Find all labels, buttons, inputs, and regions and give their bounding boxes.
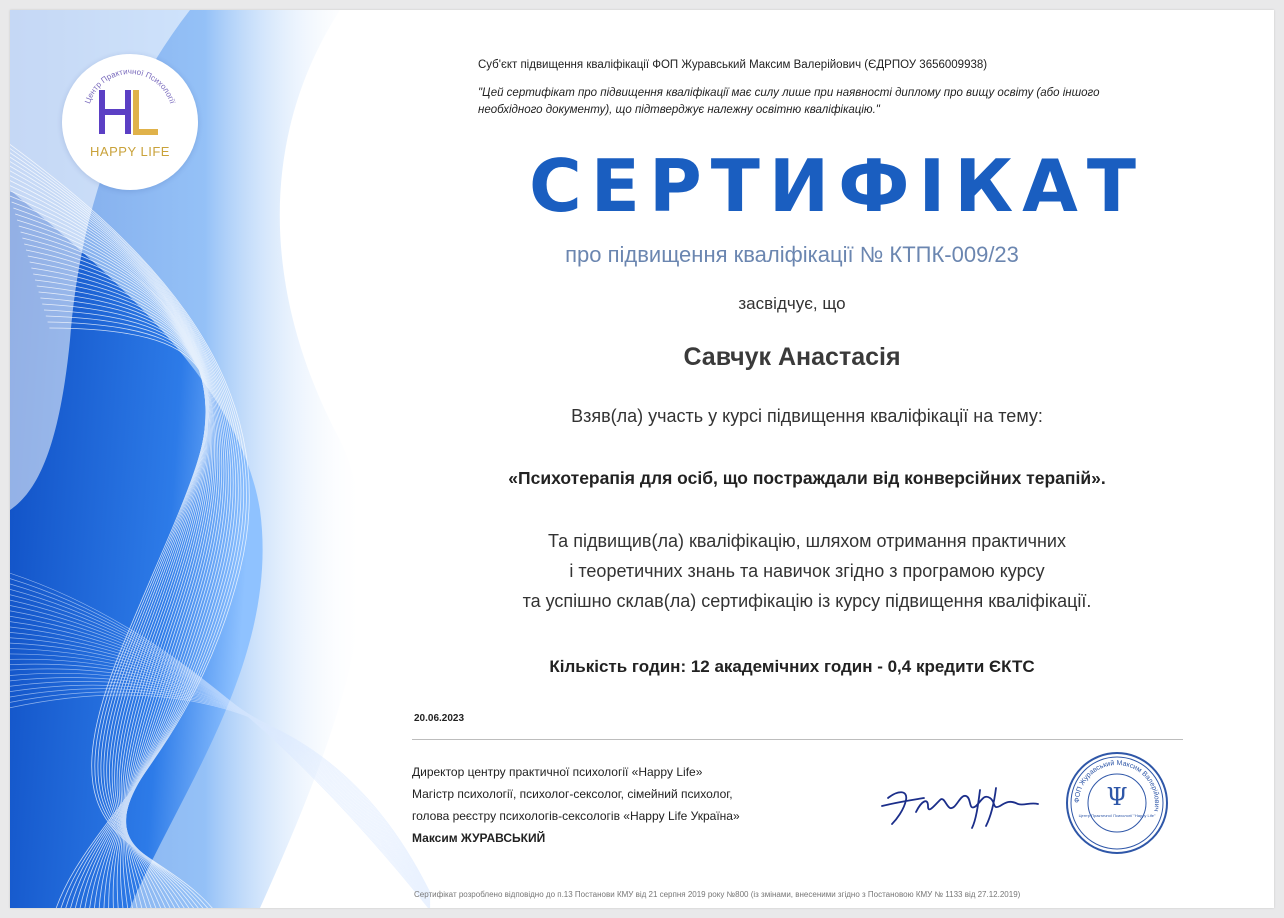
course-title: «Психотерапія для осіб, що постраждали від конверсійних терапій». xyxy=(508,468,1106,488)
disclaimer-text: "Цей сертифікат про підвищення кваліфікації має силу лише при наявності диплому про вищу освіту (або іншого необхідного документу), що підтверджує належну освітню кваліфікацію." xyxy=(478,87,1100,116)
svg-text:ФОП Журавський Максим Валерійо: ФОП Журавський Максим Валерійович xyxy=(1073,759,1161,812)
official-seal xyxy=(1065,751,1169,855)
legal-footnote: Сертифікат розроблено відповідно до п.13 Постанови КМУ від 21 серпня 2019 року №800 (із змінами, внесеними згідно з Постановою КМУ № 1133 від 27.12.2019) xyxy=(414,890,1021,899)
issue-date: 20.06.2023 xyxy=(414,713,465,724)
issuer-line: Суб'єкт підвищення кваліфікації ФОП Журавський Максим Валерійович (ЄДРПОУ 3656009938) xyxy=(478,59,988,71)
certificate-title: СЕРТИФІКАТ xyxy=(528,144,1146,228)
signature-divider xyxy=(412,739,1183,740)
recipient-name: Савчук Анастасія xyxy=(683,343,901,371)
participation-text: Взяв(ла) участь у курсі підвищення кваліфікації на тему: xyxy=(571,406,1043,426)
handwritten-signature xyxy=(868,776,1058,836)
certifies-text: засвідчує, що xyxy=(738,294,846,313)
svg-text:Центр Практичної Психології: Центр Практичної Психології xyxy=(83,66,177,105)
certificate-number: про підвищення кваліфікації № КТПК-009/23 xyxy=(565,242,1019,267)
logo-name: HAPPY LIFE xyxy=(90,144,170,159)
svg-text:Центр Практичної Психології "H: Центр Практичної Психології "Happy Life" xyxy=(1078,813,1156,818)
hours-credits: Кількість годин: 12 академічних годин - 0,4 кредити ЄКТС xyxy=(549,657,1035,676)
svg-text:Ψ: Ψ xyxy=(1106,783,1128,811)
qualification-line: і теоретичних знань та навичок згідно з програмою курсу xyxy=(569,561,1045,581)
certificate-content xyxy=(10,10,1274,908)
qualification-line: Та підвищив(ла) кваліфікацію, шляхом отримання практичних xyxy=(548,531,1066,551)
qualification-line: та успішно склав(ла) сертифікацію із курсу підвищення кваліфікації. xyxy=(522,591,1092,611)
qualification-text xyxy=(410,526,1204,616)
director-block xyxy=(412,761,740,849)
director-degree: Магістр психології, психолог-сексолог, сімейний психолог, xyxy=(412,787,733,801)
certificate-sheet xyxy=(10,10,1274,908)
director-title: Директор центру практичної психології «Happy Life» xyxy=(412,765,703,779)
director-role: голова реєстру психологів-сексологів «Happy Life Україна» xyxy=(412,809,740,823)
director-name: Максим ЖУРАВСЬКИЙ xyxy=(412,831,546,845)
